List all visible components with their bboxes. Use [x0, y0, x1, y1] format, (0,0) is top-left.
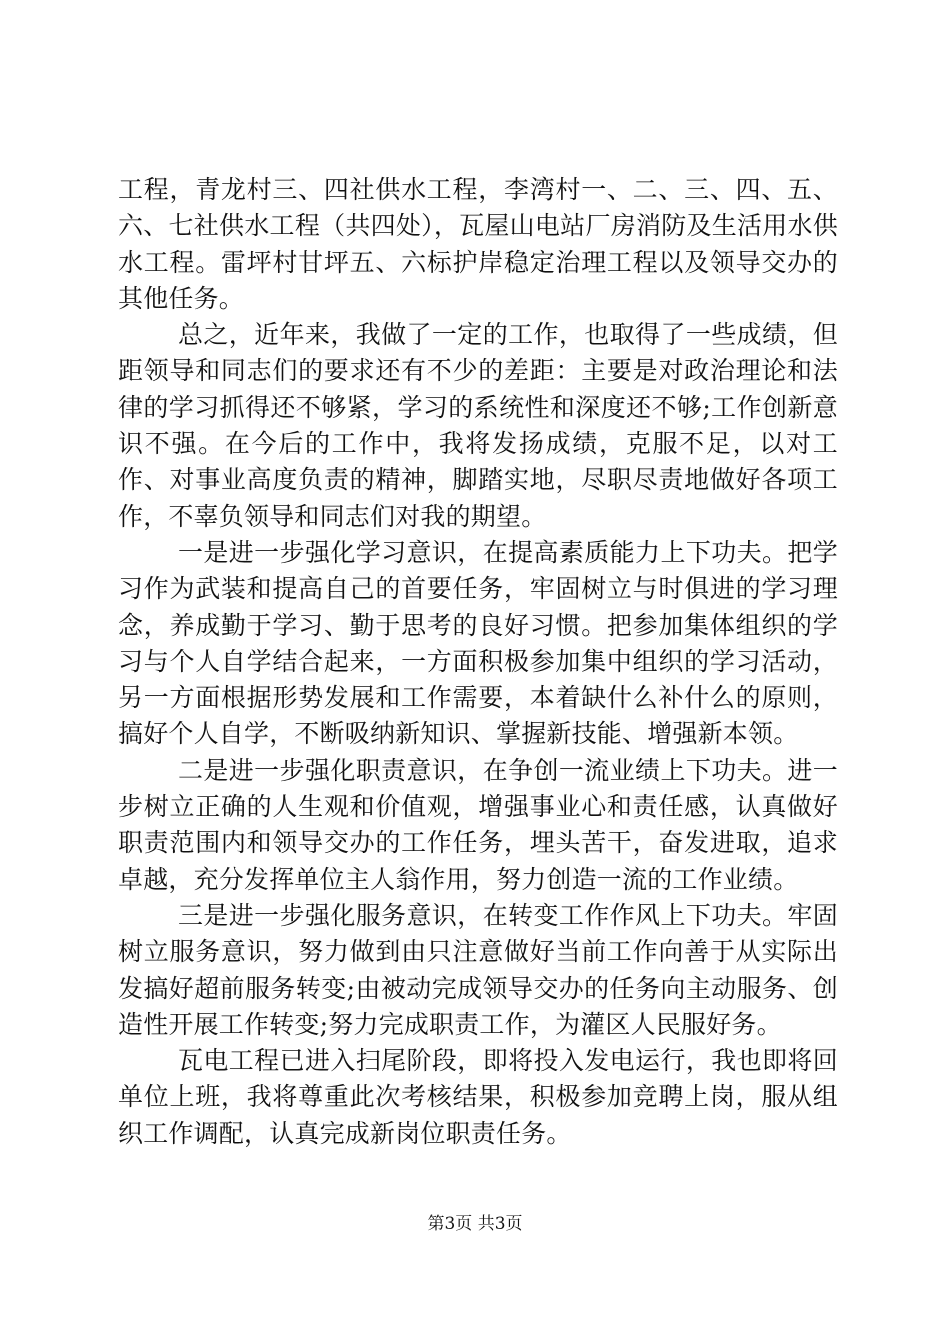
paragraph-point-one: 一是进一步强化学习意识，在提高素质能力上下功夫。把学习作为武装和提高自己的首要任务，牢固树立与时俱进的学习理念，养成勤于学习、勤于思考的良好习惯。把参加集体组织的学习与个人自学结合起来，一方面积极参加集中组织的学习活动，另一方面根据形势发展和工作需要，本着缺什么补什么的原则，搞好个人自学，不断吸纳新知识、掌握新技能、增强新本领。 — [118, 537, 838, 749]
paragraph-summary: 总之，近年来，我做了一定的工作，也取得了一些成绩，但距领导和同志们的要求还有不少的差距：主要是对政治理论和法律的学习抓得还不够紧，学习的系统性和深度还不够;工作创新意识不强。在今后的工作中，我将发扬成绩，克服不足，以对工作、对事业高度负责的精神，脚踏实地，尽职尽责地做好各项工作，不辜负领导和同志们对我的期望。 — [118, 320, 838, 531]
paragraph-point-two: 二是进一步强化职责意识，在争创一流业绩上下功夫。进一步树立正确的人生观和价值观，增强事业心和责任感，认真做好职责范围内和领导交办的工作任务，埋头苦干，奋发进取，追求卓越，充分发挥单位主人翁作用，努力创造一流的工作业绩。 — [118, 755, 838, 894]
paragraph-continuation: 工程，青龙村三、四社供水工程，李湾村一、二、三、四、五、六、七社供水工程（共四处），瓦屋山电站厂房消防及生活用水供水工程。雷坪村甘坪五、六标护岸稳定治理工程以及领导交办的其他任务。 — [118, 175, 838, 313]
paragraph-point-three: 三是进一步强化服务意识，在转变工作作风上下功夫。牢固树立服务意识，努力做到由只注意做好当前工作向善于从实际出发搞好超前服务转变;由被动完成领导交办的任务向主动服务、创造性开展工作转变;努力完成职责工作，为灌区人民服好务。 — [118, 900, 838, 1039]
page-footer: 第3页 共3页 — [427, 1214, 523, 1234]
document-body — [118, 172, 838, 1152]
paragraph-closing: 瓦电工程已进入扫尾阶段，即将投入发电运行，我也即将回单位上班，我将尊重此次考核结果，积极参加竞聘上岗，服从组织工作调配，认真完成新岗位职责任务。 — [118, 1046, 838, 1148]
